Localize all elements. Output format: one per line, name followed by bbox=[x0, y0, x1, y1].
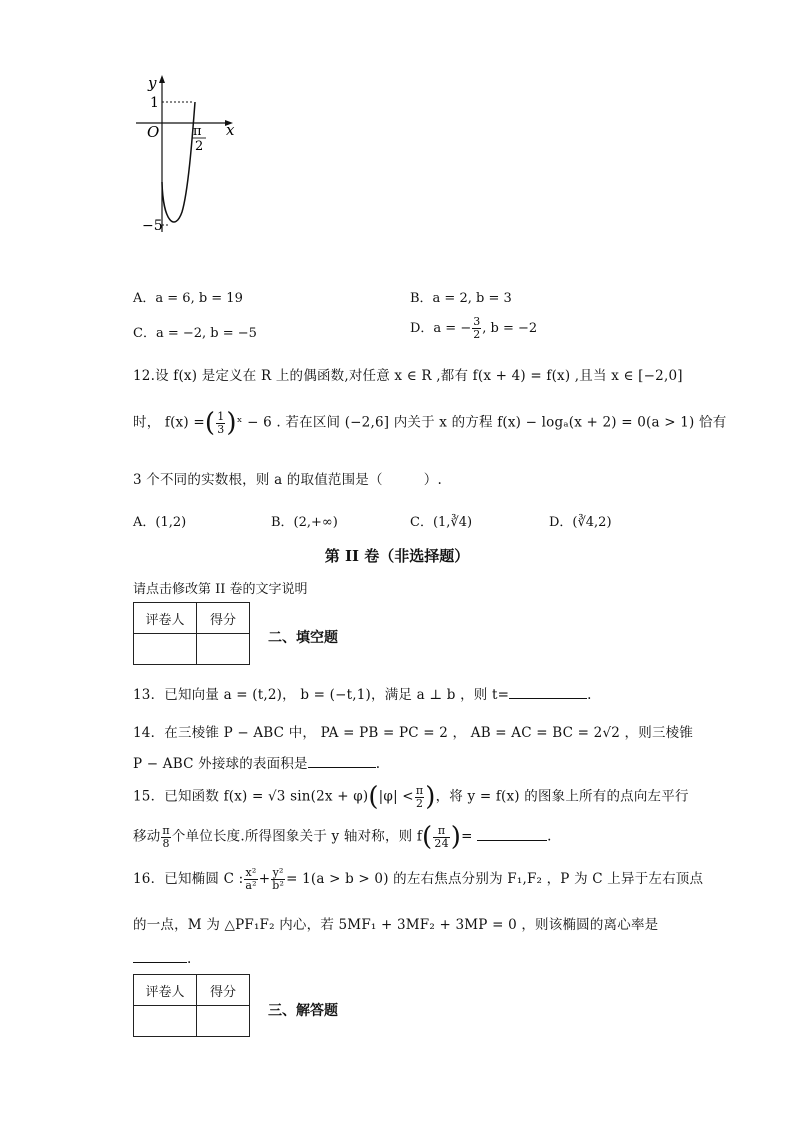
y-tick-minus5: −5 bbox=[142, 218, 163, 234]
score-box-2 bbox=[133, 974, 250, 1037]
x-tick-den: 2 bbox=[195, 139, 204, 154]
q16-x-fraction bbox=[244, 867, 257, 892]
q16-line1: 16．已知椭圆 C : $\frac{\text{x²}}{\text{a²}}$ + $\frac{\text{y²}}{\text{b²}}$ = 1(a > b > 0) 的左右焦点分别为 F₁,F₂ ，P 为 C 上异于左右顶点 bbox=[133, 866, 704, 892]
q15-line2-a: 移动 bbox=[133, 828, 161, 845]
part2-note[interactable]: 请点击修改第 II 卷的文字说明 bbox=[133, 582, 308, 597]
part2-title: 第 II 卷（非选择题） bbox=[324, 547, 470, 565]
q15-phi-num: π bbox=[415, 783, 424, 797]
q12-fraction-den: 3 bbox=[217, 422, 225, 436]
q12-line1: 12.设 f(x) 是定义在 R 上的偶函数,对任意 x ∈ R ,都有 f(x + 4) = f(x) ,且当 x ∈ [−2,0] bbox=[133, 368, 683, 384]
q11-option-b: B．a = 2, b = 3 bbox=[410, 291, 512, 306]
q11-option-c: C．a = −2, b = −5 bbox=[133, 326, 257, 341]
q11-option-d-prefix: D．a = − bbox=[410, 321, 472, 336]
q12-line2: 时， f(x) =( $\frac{1}{3}$ )ˣ − 6 . 若在区间 (−2,6] 内关于 x 的方程 f(x) − logₐ(x + 2) = 0(a > 1) 恰有 bbox=[133, 408, 727, 438]
q14-line2-text: P − ABC 外接球的表面积是 bbox=[133, 756, 308, 772]
q15-line1-a: 15．已知函数 f(x) = √3 sin(2x + φ) bbox=[133, 788, 369, 805]
q16-x2: x² bbox=[245, 866, 257, 879]
q12-option-d: D．(∛4,2) bbox=[549, 515, 612, 530]
q12-line2-a: 时， f(x) = bbox=[133, 414, 205, 431]
q15-arg-den: 24 bbox=[434, 836, 449, 850]
q15-arg-fraction bbox=[433, 825, 449, 850]
origin-label: O bbox=[147, 123, 160, 141]
q13-text: 13．已知向量 a = (t,2)， b = (−t,1)，满足 a ⊥ b ，则 t= bbox=[133, 687, 510, 703]
q15-line1: 15．已知函数 f(x) = √3 sin(2x + φ)(|φ| < $\frac{\pi}{2}$ )，将 y = f(x) 的图象上所有的点向左平行 bbox=[133, 782, 689, 812]
q15-phi-fraction bbox=[415, 785, 424, 810]
q16-line1-b: = 1(a > b > 0) 的左右焦点分别为 F₁,F₂ ，P 为 C 上异于左右顶点 bbox=[286, 871, 704, 887]
q12-fraction bbox=[216, 411, 225, 436]
q16-period: . bbox=[187, 951, 192, 967]
q11-option-d-den: 2 bbox=[473, 328, 481, 341]
score-box-1 bbox=[133, 602, 250, 665]
q13-line bbox=[133, 683, 592, 703]
score-cell[interactable] bbox=[197, 634, 250, 665]
q13-period: . bbox=[587, 687, 592, 703]
reviewer-cell[interactable] bbox=[134, 634, 197, 665]
score-header: 得分 bbox=[197, 603, 250, 634]
q14-period: . bbox=[375, 756, 381, 772]
q15-line1-c: ，将 y = f(x) 的图象上所有的点向左平行 bbox=[435, 788, 689, 805]
q15-line2: 移动 $\frac{\pi}{8}$ 个单位长度.所得图象关于 y 轴对称，则 f( $\frac{\pi}{24}$ )= . bbox=[133, 822, 552, 852]
q15-shift-den: 8 bbox=[162, 836, 170, 850]
q12-line3: 3 个不同的实数根，则 a 的取值范围是（ ）. bbox=[133, 472, 443, 488]
y-axis-label: y bbox=[148, 74, 157, 92]
q15-line1-b: |φ| < bbox=[378, 788, 414, 805]
q12-option-b: B．(2,+∞) bbox=[271, 515, 338, 530]
q15-period: . bbox=[547, 828, 552, 845]
q16-y2: y² bbox=[272, 866, 284, 879]
q12-option-c: C．(1,∛4) bbox=[410, 515, 473, 530]
q15-arg-num: π bbox=[433, 825, 449, 838]
q12-line2-b: ˣ − 6 . 若在区间 (−2,6] 内关于 x 的方程 f(x) − logₐ(x + 2) = 0(a > 1) 恰有 bbox=[236, 414, 727, 431]
q15-line2-b: 个单位长度.所得图象关于 y 轴对称，则 f bbox=[171, 828, 423, 845]
section2-label: 二、填空题 bbox=[268, 630, 338, 646]
q14-answer-blank[interactable] bbox=[308, 753, 376, 768]
x-tick-num: π bbox=[193, 124, 202, 139]
q11-option-d-num: 3 bbox=[473, 315, 481, 328]
q16-a2: a² bbox=[245, 879, 257, 892]
q16-line1-a: 16．已知椭圆 C : bbox=[133, 871, 244, 887]
q16-b2: b² bbox=[272, 879, 285, 892]
q13-answer-blank[interactable] bbox=[509, 684, 587, 699]
q15-shift-num: π bbox=[162, 823, 170, 837]
q15-phi-den: 2 bbox=[415, 796, 424, 810]
q11-option-d-fraction bbox=[472, 316, 481, 341]
reviewer-header-2: 评卷人 bbox=[134, 975, 197, 1006]
section3-label: 三、解答题 bbox=[268, 1003, 338, 1019]
function-graph bbox=[130, 72, 240, 237]
q16-line3 bbox=[133, 948, 192, 967]
x-axis-label: x bbox=[226, 121, 235, 139]
q15-line2-c: = bbox=[461, 828, 473, 845]
q11-option-d bbox=[410, 316, 537, 341]
y-tick-1: 1 bbox=[150, 95, 159, 111]
q15-shift-fraction bbox=[161, 825, 170, 850]
score-header-2: 得分 bbox=[197, 975, 250, 1006]
q14-line2 bbox=[133, 752, 380, 772]
q12-fraction-num: 1 bbox=[217, 409, 225, 423]
q16-answer-blank[interactable] bbox=[133, 948, 187, 963]
q11-option-a: A．a = 6, b = 19 bbox=[133, 291, 243, 306]
reviewer-cell-2[interactable] bbox=[134, 1006, 197, 1037]
q14-line1: 14．在三棱锥 P − ABC 中， PA = PB = PC = 2 ， AB = AC = BC = 2√2 ，则三棱锥 bbox=[133, 725, 694, 741]
score-cell-2[interactable] bbox=[197, 1006, 250, 1037]
q12-option-a: A．(1,2) bbox=[133, 515, 187, 530]
reviewer-header: 评卷人 bbox=[134, 603, 197, 634]
q16-y-fraction bbox=[271, 867, 285, 892]
q16-line2: 的一点，M 为 △PF₁F₂ 内心，若 5MF₁ + 3MF₂ + 3MP = 0 ，则该椭圆的离心率是 bbox=[133, 917, 659, 933]
q11-option-d-suffix: , b = −2 bbox=[482, 321, 538, 336]
q15-answer-blank[interactable] bbox=[477, 826, 547, 841]
